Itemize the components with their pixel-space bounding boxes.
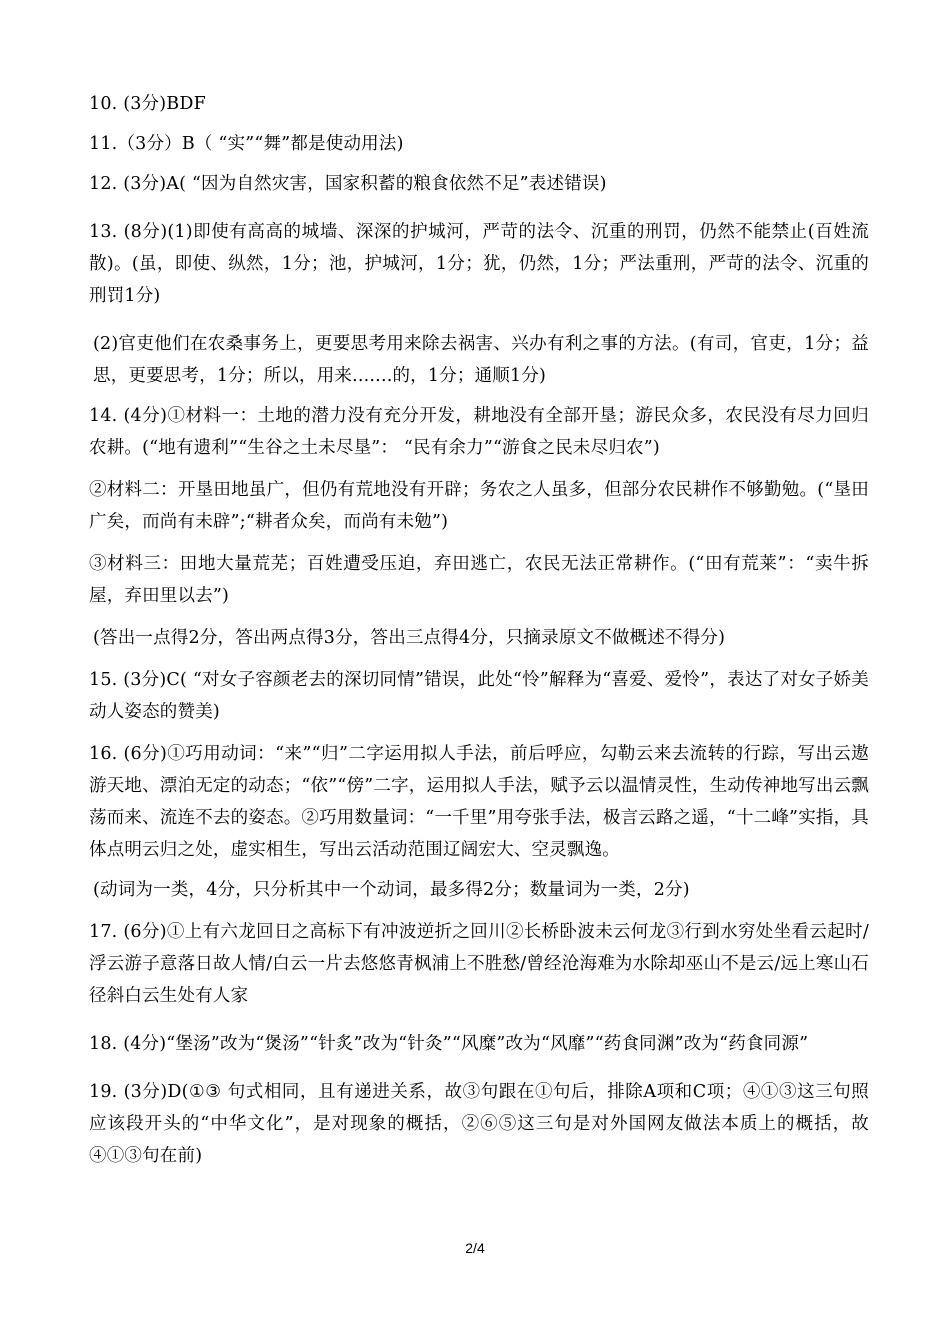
answer-list [89,88,869,1172]
answer-19: 19. (3分)D(①③ 句式相同，且有递进关系，故③句跟在①句后，排除A项和C项；④①③这三句照应该段开头的“中华文化”，是对现象的概括，②⑥⑤这三句是对外国网友做法本质上的概括，故④①③句在前) [89,1082,869,1166]
answer-13-part-1: 13. (8分)(1)即使有高高的城墙、深深的护城河，严苛的法令、沉重的刑罚，仍然不能禁止(百姓流散)。(虽，即使、纵然，1分；池，护城河，1分；犹，仍然，1分；严法重刑，严苛的法令、沉重的刑罚1分) [89,222,869,306]
answer-15: 15. (3分)C( “对女子容颜老去的深切同情”错误，此处“怜”解释为“喜爱、爱怜”，表达了对女子娇美动人姿态的赞美) [89,670,869,722]
answer-12: 12. (3分)A( “因为自然灾害，国家积蓄的粮食依然不足”表述错误) [89,174,607,194]
answer-14-material-1: 14. (4分)①材料一：土地的潜力没有充分开发，耕地没有全部开垦；游民众多，农民没有尽力回归农耕。(“地有遗利”“生谷之土未尽垦”： “民有余力”“游食之民未尽归农”) [89,406,869,458]
answer-14-material-3: ③材料三：田地大量荒芜；百姓遭受压迫，弃田逃亡，农民无法正常耕作。(“田有荒莱”：“卖牛拆屋，弃田里以去”) [89,554,869,606]
answer-10: 10. (3分)BDF [89,94,206,114]
answer-16-scoring-note: (动词为一类，4分，只分析其中一个动词，最多得2分；数量词为一类，2分) [93,880,690,900]
answer-14-material-2: ②材料二：开垦田地虽广，但仍有荒地没有开辟；务农之人虽多，但部分农民耕作不够勤勉。(“垦田广矣，而尚有未辟”;“耕者众矣，而尚有未勉”) [89,480,869,532]
page-number: 2/4 [465,1240,485,1256]
answer-14-scoring-note: (答出一点得2分，答出两点得3分，答出三点得4分，只摘录原文不做概述不得分) [93,628,726,648]
answer-18: 18. (4分)“堡汤”改为“煲汤”“针炙”改为“针灸”“风糜”改为“风靡”“药食同渊”改为“药食同源” [89,1034,809,1054]
answer-16: 16. (6分)①巧用动词：“来”“归”二字运用拟人手法，前后呼应，勾勒云来去流转的行踪，写出云遨游天地、漂泊无定的动态；“依”“傍”二字，运用拟人手法，赋予云以温情灵性，生动传神地写出云飘荡而来、流连不去的姿态。②巧用数量词：“一千里”用夸张手法，极言云路之遥，“十二峰”实指，具体点明云归之处，虚实相生，写出云活动范围辽阔宏大、空灵飘逸。 [89,744,869,860]
answer-13-part-2: (2)官吏他们在农桑事务上，更要思考用来除去祸害、兴办有利之事的方法。(有司，官吏，1分；益思，更要思考，1分；所以，用来.......的，1分；通顺1分) [93,334,869,386]
answer-11: 11.（3分）B（ “实”“舞”都是使动用法) [89,134,404,154]
answer-17: 17. (6分)①上有六龙回日之高标下有冲波逆折之回川②长桥卧波未云何龙③行到水穷处坐看云起时/浮云游子意落日故人情/白云一片去悠悠青枫浦上不胜愁/曾经沧海难为水除却巫山不是云/远上寒山石径斜白云生处有人家 [89,922,869,1006]
